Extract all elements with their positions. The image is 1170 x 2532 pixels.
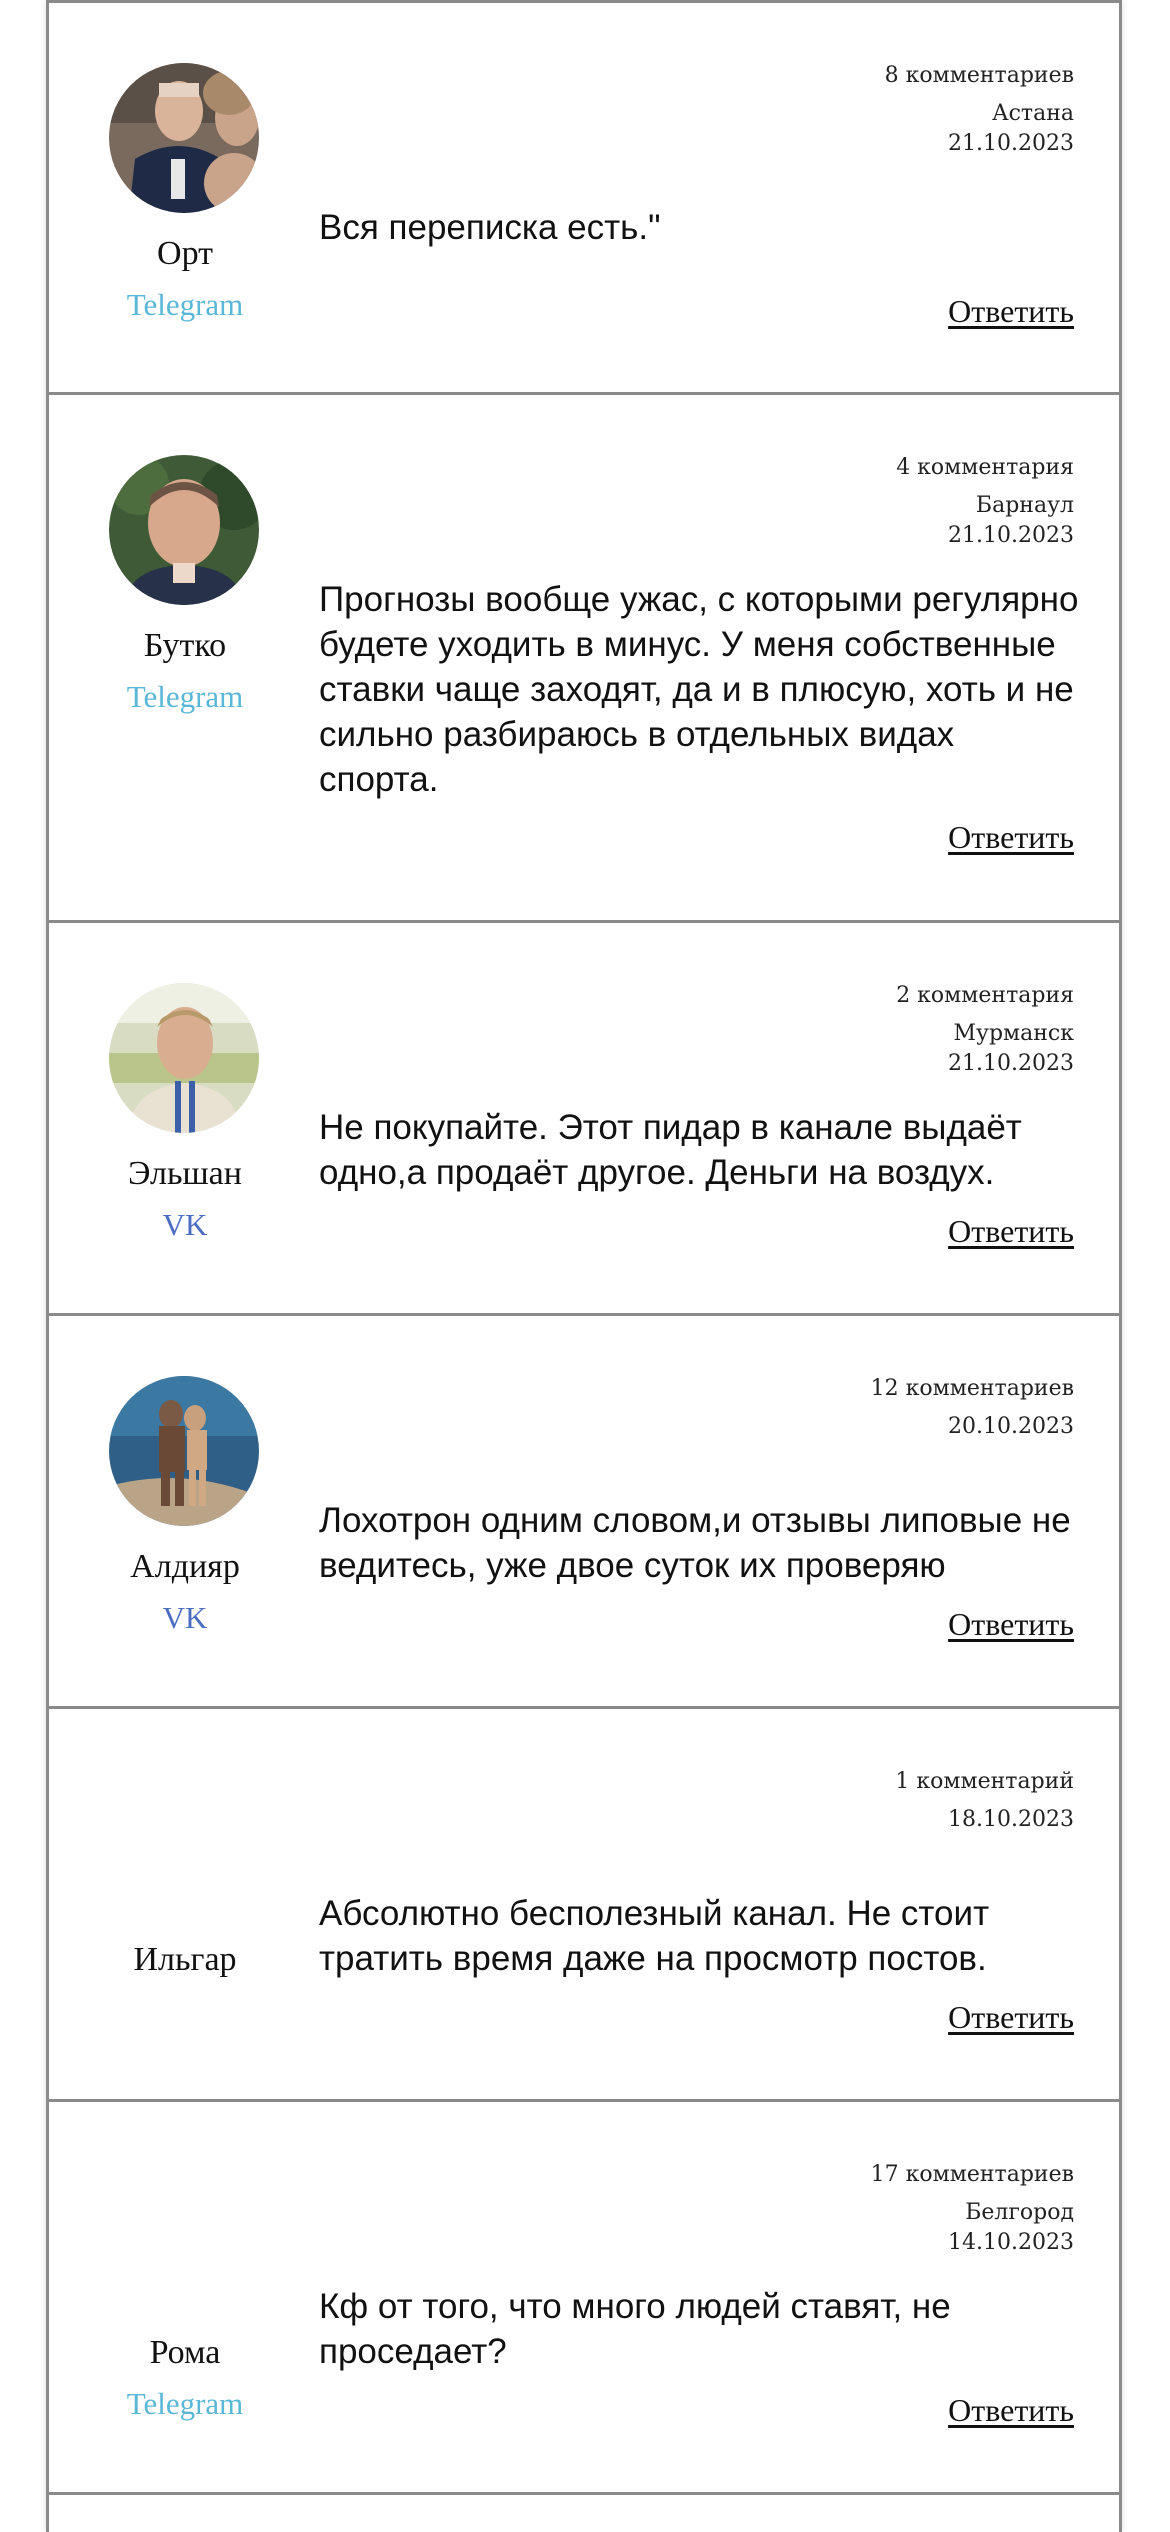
author-name: Ильгар [133,1941,237,1978]
comments-count[interactable]: 8 комментариев [884,63,1074,88]
comment-date: 14.10.2023 [948,2230,1074,2255]
author-source-link[interactable]: VK [162,1600,208,1635]
author-name: Алдияр [130,1548,240,1585]
author-name: Бутко [143,627,227,664]
comment-card [49,920,1119,1314]
comment-text: Вся переписка есть." [319,208,661,247]
comment-meta [871,1374,1074,1442]
comment-city: Астана [991,101,1074,126]
avatar[interactable] [109,1376,259,1526]
comment-card [49,0,1119,394]
avatar[interactable] [109,63,259,213]
comment-meta [896,453,1074,551]
comment-card [49,392,1119,922]
comment-card [49,1313,1119,1707]
comment-card-next [49,2492,1119,2532]
comments-count[interactable]: 4 комментария [896,455,1074,480]
reply-button[interactable]: Ответить [948,1213,1074,1249]
author-source-link[interactable]: Telegram [126,2386,244,2421]
avatar[interactable] [109,455,259,605]
comment-date: 20.10.2023 [948,1414,1074,1439]
comment-card [49,2099,1119,2493]
reply-button[interactable]: Ответить [948,1606,1074,1642]
reply-button[interactable]: Ответить [948,819,1074,855]
comment-text: Лохотрон одним словом,и отзывы липовые не ведитесь, уже двое суток их проверяю [319,1501,1071,1585]
comment-text: Кф от того, что много людей ставят, не проседает? [319,2287,951,2371]
comment-city: Барнаул [975,493,1074,518]
comment-city: Белгород [965,2200,1074,2225]
author-source-link[interactable]: VK [162,1207,208,1242]
reply-button[interactable]: Ответить [948,293,1074,329]
comment-text: Абсолютно бесполезный канал. Не стоит тратить время даже на просмотр постов. [319,1894,990,1978]
comment-date: 21.10.2023 [948,131,1074,156]
comments-count[interactable]: 12 комментариев [870,1376,1074,1401]
comments-list [46,0,1122,2532]
reply-button[interactable]: Ответить [948,1999,1074,2035]
author-source-link[interactable]: Telegram [126,287,244,322]
comment-city: Мурманск [953,1021,1074,1046]
author-name: Эльшан [128,1155,242,1192]
comment-meta [896,981,1074,1079]
comment-meta [895,1767,1074,1835]
comment-date: 21.10.2023 [948,1051,1074,1076]
comment-date: 18.10.2023 [948,1807,1074,1832]
avatar[interactable] [109,983,259,1133]
reply-button[interactable]: Ответить [948,2392,1074,2428]
author-name: Орт [157,235,213,272]
comments-count[interactable]: 2 комментария [896,983,1074,1008]
author-source-link[interactable]: Telegram [126,679,244,714]
comments-count[interactable]: 17 комментариев [870,2162,1074,2187]
comment-card [49,1706,1119,2100]
comment-date: 21.10.2023 [948,523,1074,548]
comments-count[interactable]: 1 комментарий [895,1769,1074,1794]
comment-text: Не покупайте. Этот пидар в канале выдаёт одно,а продаёт другое. Деньги на воздух. [319,1108,1022,1192]
author-name: Рома [149,2334,221,2371]
comment-text: Прогнозы вообще ужас, с которыми регулярно будете уходить в минус. У меня собственные ставки чаще заходят, да и в плюсую, хоть и не сильно разбираюсь в отдельных видах спорта. [319,580,1079,799]
comment-meta [885,61,1074,159]
comment-meta [871,2160,1074,2258]
